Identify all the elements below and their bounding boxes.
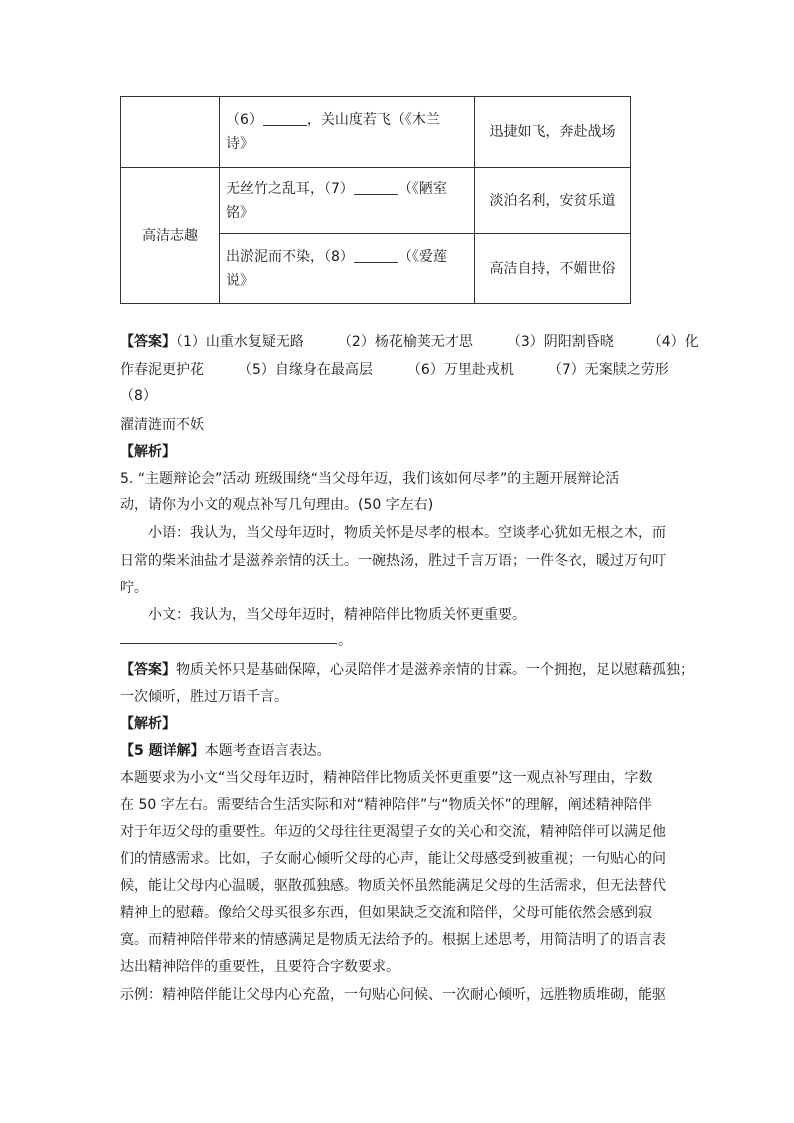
table-row (121, 97, 631, 168)
fill-blank (354, 178, 398, 195)
meaning-cell: 淡泊名利，安贫乐道 (475, 168, 631, 234)
quote-text: 咛。 (120, 580, 148, 596)
analysis-label: 【解析】 (120, 716, 176, 732)
detail-heading: 【5 题详解】本题考查语言表达。 (120, 743, 331, 759)
category-cell (121, 97, 220, 168)
detail-line: 在 50 字左右。需要结合生活实际和对“精神陪伴”与“物质关怀”的理解，阐述精神陪伴 (120, 797, 652, 813)
question-text: 动，请你为小文的观点补写几句理由。(50 字左右) (120, 497, 434, 513)
line-cell: 出淤泥而不染，（8） （《爱莲 说》 (220, 234, 475, 304)
detail-line: 示例：精神陪伴能让父母内心充盈，一句贴心问候、一次耐心倾听，远胜物质堆砌，能驱 (120, 987, 666, 1003)
detail-line: 达出精神陪伴的重要性，且要符合字数要求。 (120, 959, 400, 975)
detail-line: 精神上的慰藉。像给父母买很多东西，但如果缺乏交流和陪伴，父母可能依然会感到寂 (120, 905, 652, 921)
line-cell: （6） ，关山度若飞（《木兰 诗》 (220, 97, 475, 168)
answer-line: 【答案】（1）山重水复疑无路 （2）杨花榆荚无才思 （3）阴阳割昏晓 （4）化 (120, 334, 699, 350)
poem-table (120, 96, 631, 304)
quote-text: 小语：我认为，当父母年迈时，物质关怀是尽孝的根本。空谈孝心犹如无根之木，而 (148, 525, 666, 541)
analysis-label: 【解析】 (120, 444, 176, 460)
blank-period: 。 (338, 633, 352, 649)
detail-line: 对于年迈父母的重要性。年迈的父母往往更渴望子女的关心和交流，精神陪伴可以满足他 (120, 824, 666, 840)
fill-blank (354, 246, 398, 263)
detail-line: 们的情感需求。比如，子女耐心倾听父母的心声，能让父母感受到被重视；一句贴心的问 (120, 851, 666, 867)
fill-blank (263, 109, 307, 126)
detail-line: 候，能让父母内心温暖，驱散孤独感。物质关怀虽然能满足父母的生活需求，但无法替代 (120, 878, 666, 894)
answer-line: （8） (120, 388, 157, 404)
meaning-cell: 迅捷如飞，奔赴战场 (475, 97, 631, 168)
question-text: 5. “主题辩论会”活动 班级围绕“当父母年迈，我们该如何尽孝”的主题开展辩论活 (120, 471, 620, 487)
meaning-cell: 高洁自持，不媚世俗 (475, 234, 631, 304)
answer-line: 作春泥更护花 （5）自缘身在最高层 （6）万里赴戎机 （7）无案牍之劳形 (120, 362, 669, 378)
quote-text: 小文：我认为，当父母年迈时，精神陪伴比物质关怀更重要。 (148, 607, 526, 623)
answer-blank (120, 643, 337, 644)
line-cell: 无丝竹之乱耳，（7） （《陋室 铭》 (220, 168, 475, 234)
answer-line: 【答案】物质关怀只是基础保障，心灵陪伴才是滋养亲情的甘霖。一个拥抱，足以慰藉孤独； (120, 662, 694, 678)
answer-line: 一次倾听，胜过万语千言。 (120, 689, 288, 705)
table-row (121, 168, 631, 234)
detail-line: 本题要求为小文“当父母年迈时，精神陪伴比物质关怀更重要”这一观点补写理由，字数 (120, 770, 653, 786)
detail-line: 寞。而精神陪伴带来的情感满足是物质无法给予的。根据上述思考，用简洁明了的语言表 (120, 932, 666, 948)
answer-line: 濯清涟而不妖 (120, 417, 204, 433)
category-cell: 高洁志趣 (121, 168, 220, 304)
quote-text: 日常的柴米油盐才是滋养亲情的沃土。一碗热汤，胜过千言万语；一件冬衣，暖过万句叮 (120, 553, 666, 569)
